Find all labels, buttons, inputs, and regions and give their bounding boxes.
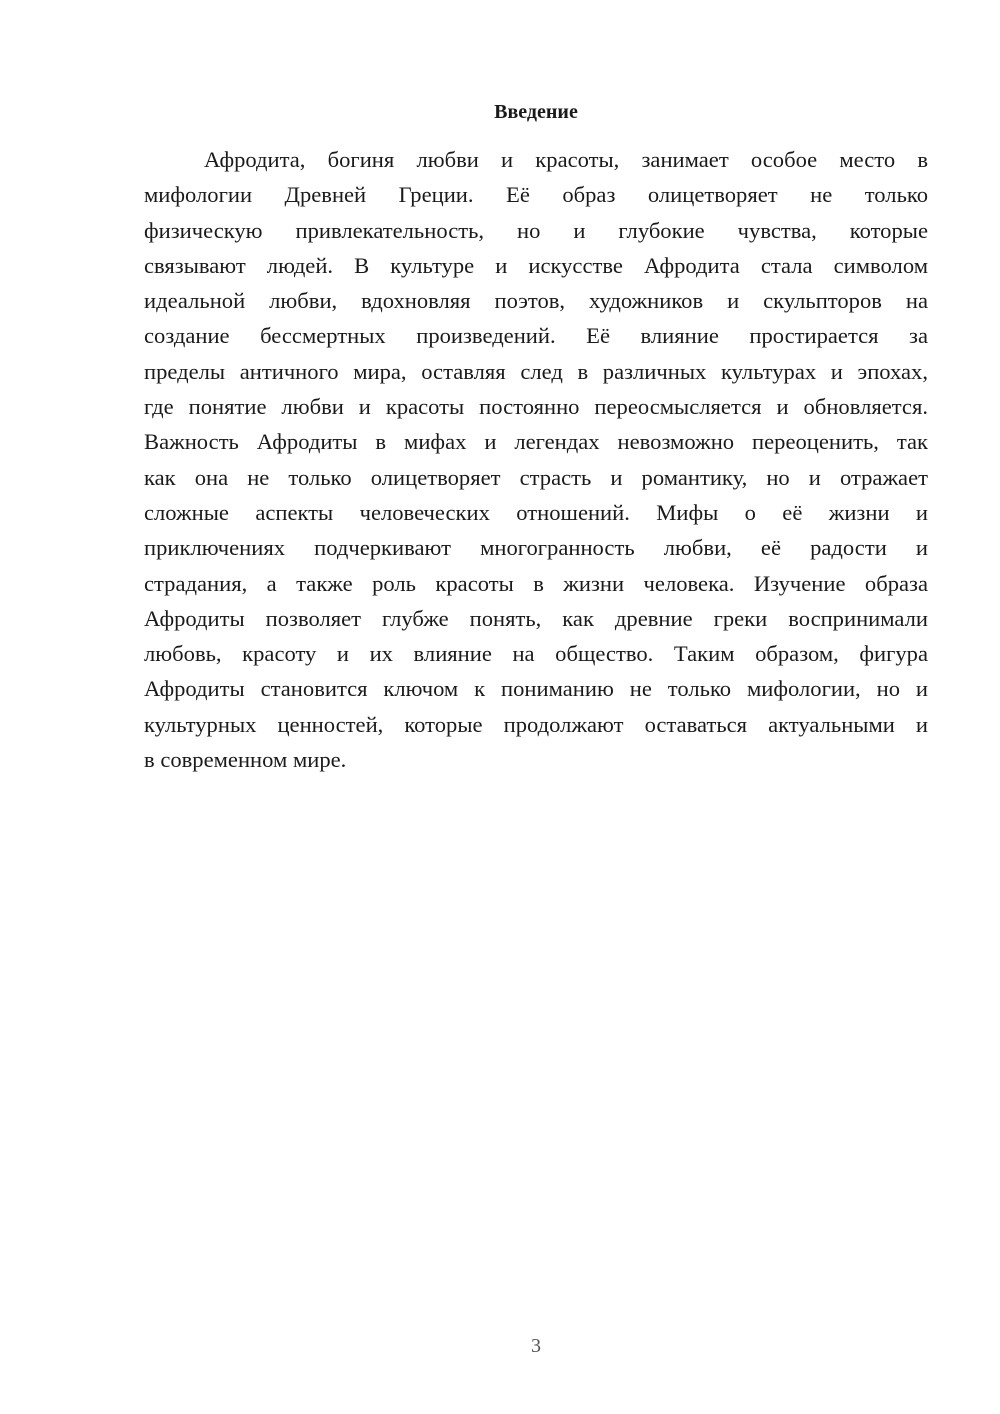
paragraph-line: культурных ценностей, которые продолжают оставаться актуальными и <box>144 711 928 737</box>
paragraph-line: приключениях подчеркивают многогранность любви, её радости и <box>144 535 928 561</box>
section-heading: Введение <box>494 101 578 123</box>
paragraph-line: страдания, а также роль красоты в жизни человека. Изучение образа <box>144 570 928 596</box>
paragraph-line: Афродита, богиня любви и красоты, занимает особое место в <box>204 147 928 172</box>
paragraph-line: идеальной любви, вдохновляя поэтов, художников и скульпторов на <box>144 288 928 314</box>
paragraph-line: физическую привлекательность, но и глубокие чувства, которые <box>144 217 928 243</box>
paragraph-line: создание бессмертных произведений. Её влияние простирается за <box>144 323 928 349</box>
paragraph-line: Важность Афродиты в мифах и легендах невозможно переоценить, так <box>144 429 928 455</box>
paragraph-line: связывают людей. В культуре и искусстве Афродита стала символом <box>144 252 928 278</box>
paragraph-line: Афродиты становится ключом к пониманию не только мифологии, но и <box>144 676 928 702</box>
paragraph-line: пределы античного мира, оставляя след в различных культурах и эпохах, <box>144 358 928 384</box>
paragraph-line: сложные аспекты человеческих отношений. Мифы о её жизни и <box>144 499 928 525</box>
intro-paragraph <box>144 142 928 777</box>
paragraph-line: Афродиты позволяет глубже понять, как древние греки воспринимали <box>144 605 928 631</box>
paragraph-line: мифологии Древней Греции. Её образ олицетворяет не только <box>144 182 928 208</box>
paragraph-line: в современном мире. <box>144 747 347 773</box>
paragraph-line: как она не только олицетворяет страсть и романтику, но и отражает <box>144 464 928 490</box>
paragraph-line: любовь, красоту и их влияние на общество. Таким образом, фигура <box>144 641 928 667</box>
paragraph-line: где понятие любви и красоты постоянно переосмысляется и обновляется. <box>144 394 928 420</box>
page-number: 3 <box>531 1335 541 1357</box>
